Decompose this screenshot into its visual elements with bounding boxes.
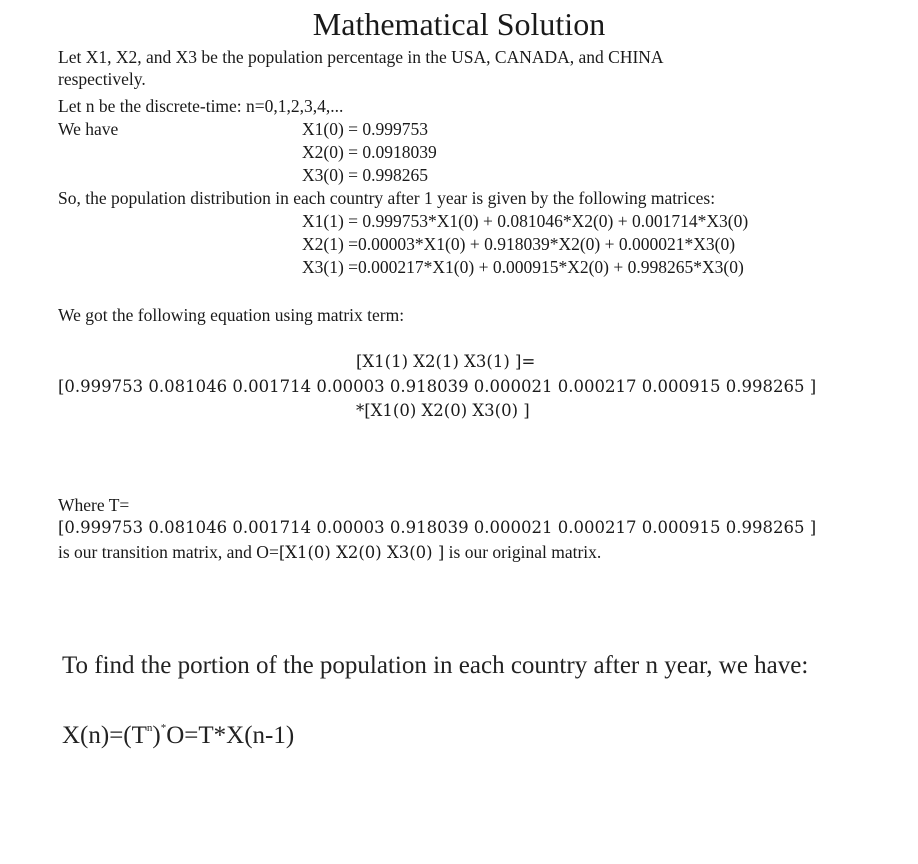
transition-desc-pre: is our transition matrix, and O= [58, 542, 279, 562]
transition-desc-post: is our original matrix. [444, 542, 602, 562]
one-year-intro: So, the population distribution in each country after 1 year is given by the following matrices: [58, 188, 716, 208]
one-year-eq-x1: X1(1) = 0.999753*X1(0) + 0.081046*X2(0) + 0.001714*X3(0) [302, 211, 749, 231]
matrix-intro: We got the following equation using matrix term: [58, 305, 405, 325]
matrix-eq-matrix: [0.999753 0.081046 0.001714 0.00003 0.918039 0.000021 0.000217 0.000915 0.998265 ] [58, 377, 817, 396]
one-year-eq-x2: X2(1) =0.00003*X1(0) + 0.918039*X2(0) + 0.000021*X3(0) [302, 234, 736, 254]
original-matrix: [X1(0) X2(0) X3(0) ] [278, 543, 445, 562]
general-eq-part-2: ) [152, 722, 161, 749]
general-equation [62, 713, 294, 751]
transition-matrix: [0.999753 0.081046 0.001714 0.00003 0.918039 0.000021 0.000217 0.000915 0.998265 ] [58, 518, 817, 537]
matrix-eq-rhs: *[X1(0) X2(0) X3(0) ] [356, 401, 530, 420]
page-title: Mathematical Solution [312, 6, 606, 42]
general-intro: To find the portion of the population in each country after n year, we have: [62, 652, 809, 679]
initial-eq-x3: X3(0) = 0.998265 [302, 165, 429, 185]
transition-description [58, 543, 601, 563]
intro-line-3: Let n be the discrete-time: n=0,1,2,3,4,... [58, 96, 344, 116]
intro-line-1: Let X1, X2, and X3 be the population percentage in the USA, CANADA, and CHINA [58, 47, 664, 67]
initial-eq-x1: X1(0) = 0.999753 [302, 119, 429, 139]
matrix-eq-lhs: [X1(1) X2(1) X3(1) ]= [356, 352, 536, 371]
general-eq-part-1: X(n)=(T [62, 722, 147, 749]
initial-eq-x2: X2(0) = 0.0918039 [302, 142, 437, 162]
we-have-label: We have [58, 119, 119, 139]
general-eq-exponent-n: n [146, 722, 153, 734]
intro-line-2: respectively. [58, 69, 146, 89]
where-t-label: Where T= [58, 495, 130, 515]
one-year-eq-x3: X3(1) =0.000217*X1(0) + 0.000915*X2(0) + 0.998265*X3(0) [302, 257, 744, 277]
general-eq-exponent-star: * [160, 722, 167, 734]
general-eq-part-3: O=T*X(n-1) [166, 722, 295, 749]
